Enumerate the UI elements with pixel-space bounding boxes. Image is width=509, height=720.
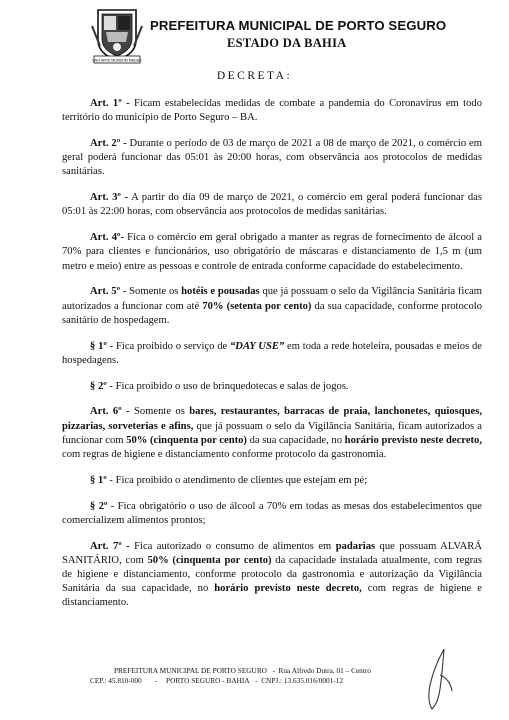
article-5 <box>62 285 482 328</box>
article-5-text: que já possuam o selo da Vigilância Sanitária ficam autorizados a funcionar com até <box>62 286 482 312</box>
article-5-text: da sua capacidade, conforme protocolo sanitário de hospedagem. <box>62 300 482 326</box>
footer-cnpj: CNPJ.: 13.635.016/0001-12 <box>261 676 344 685</box>
article-1-label: Art. 1º - <box>90 98 130 109</box>
article-6-text: que já possuam o selo da Vigilância Sanitária, ficam autorizados a funcionar com <box>62 420 482 446</box>
article-7-emphasis: padarias <box>335 540 376 552</box>
footer-address: Rua Alfredo Dutra, 01 – Centro <box>278 666 371 675</box>
article-7-emphasis: horário previsto neste decreto, <box>214 583 362 595</box>
article-2 <box>62 137 482 180</box>
footer-separator: - <box>154 676 157 685</box>
article-5-emphasis: 70% (setenta por cento) <box>202 300 312 312</box>
article-6-emphasis: bares, restaurantes, barracas de praia, lanchonetes, quiosques, pizzarias, sorveterias e afins, <box>62 406 482 432</box>
header-title: PREFEITURA MUNICIPAL DE PORTO SEGURO <box>150 18 447 33</box>
article-6-label: Art. 6º - <box>90 406 130 418</box>
article-3-text: A partir do dia 09 de março de 2021, o comércio em geral poderá funcionar das 05:01 às 22:00 horas, com observância aos protocolos de medidas sanitárias. <box>62 192 482 218</box>
article-5-emphasis: hotéis e pousadas <box>181 286 260 298</box>
article-3-label: Art. 3º - <box>90 192 129 204</box>
article-1-text: Ficam estabelecidas medidas de combate a pandemia do Coronavírus em todo território do município de Porto Seguro – BA. <box>62 98 482 124</box>
article-7-label: Art. 7º - <box>90 540 130 552</box>
footer-institution: PREFEITURA MUNICIPAL DE PORTO SEGURO <box>114 666 267 675</box>
article-4 <box>62 231 482 274</box>
decree-body <box>62 97 482 622</box>
article-5-label: Art. 5º - <box>90 286 127 298</box>
paragraph-text: - Fica proibido o atendimento de clientes que estejam em pé; <box>106 474 368 486</box>
article-6-emphasis: 50% (cinquenta por cento) <box>126 434 247 446</box>
paragraph-text: - Fica proibido o uso de brinquedotecas e salas de jogos. <box>106 380 349 392</box>
article-2-label: Art. 2º - <box>90 138 127 149</box>
paragraph-text: - Fica proibido o serviço de <box>106 340 230 352</box>
article-7-emphasis: 50% (cinquenta por cento) <box>147 554 272 566</box>
article-7-text: Fica autorizado o consumo de alimentos em <box>129 540 336 552</box>
article-7-text: com regras de higiene e distanciamento. <box>62 583 482 609</box>
article-5-paragraph-1 <box>62 340 482 368</box>
article-6-text: Somente os <box>129 406 190 418</box>
article-7-text: da capacidade instalada atualmente, com regras de higiene e distanciamento, conforme protocolo da gastronomia e autorização da Vigilância Sanitária da sua capacidade, no <box>62 554 482 595</box>
paragraph-label: § 2º <box>90 500 108 512</box>
article-6-emphasis: horário previsto neste decreto, <box>344 434 483 446</box>
paragraph-text: em toda a rede hoteleira, pousadas e meios de hospedagens. <box>62 340 483 366</box>
article-5-paragraph-2 <box>62 380 482 394</box>
decreta-heading: DECRETA: <box>216 70 293 82</box>
footer-line-2 <box>90 676 420 686</box>
footer-separator: - <box>255 676 258 685</box>
paragraph-label: § 1º <box>90 340 107 352</box>
article-6-paragraph-1 <box>62 474 482 488</box>
footer-city: PORTO SEGURO - BAHIA <box>166 676 250 685</box>
paragraph-label: § 1º <box>90 474 107 486</box>
article-6-paragraph-2 <box>62 500 482 528</box>
header-subtitle: ESTADO DA BAHIA <box>227 36 347 50</box>
article-2-text: Durante o período de 03 de março de 2021 a 08 de março de 2021, o comércio em geral poderá funcionar das 05:01 às 20:00 horas, com observância aos protocolos de medidas sanitárias. <box>62 138 482 178</box>
handwritten-signature <box>420 645 460 713</box>
article-5-text: Somente os <box>126 286 182 298</box>
footer-cep: CEP.: 45.810-000 <box>90 676 142 685</box>
article-4-label: Art. 4º- <box>90 232 125 244</box>
footer-separator: - <box>272 666 275 675</box>
day-use-emphasis: “DAY USE” <box>230 340 285 352</box>
page-footer <box>90 666 420 686</box>
article-6-text: com regras de higiene e distanciamento conforme protocolo da gastronomia. <box>62 449 387 461</box>
article-7 <box>62 540 482 611</box>
paragraph-label: § 2º <box>90 380 107 392</box>
article-6-text: da sua capacidade, no <box>246 434 345 446</box>
municipal-seal-icon <box>90 6 144 64</box>
article-6 <box>62 405 482 462</box>
article-4-text: Fica o comércio em geral obrigado a manter as regras de fornecimento de álcool a 70% para clientes e funcionários, uso obrigatório de máscaras e distanciamento de 1,5 m (um metro e meio) entre as pessoas e controle de entrada conforme capacidade do estabelecimento. <box>62 232 482 272</box>
article-7-text: que possuam ALVARÁ SANITÁRIO, com <box>62 540 482 566</box>
article-1 <box>62 97 482 125</box>
footer-line-1 <box>90 666 420 676</box>
paragraph-text: - Fica obrigatório o uso de álcool a 70% em todas as mesas dos estabelecimentos que comercializem alimentos prontos; <box>62 500 483 526</box>
svg-text:VNO ANTE MUNDUM MADDE: VNO ANTE MUNDUM MADDE <box>92 58 142 63</box>
article-3 <box>62 191 482 219</box>
